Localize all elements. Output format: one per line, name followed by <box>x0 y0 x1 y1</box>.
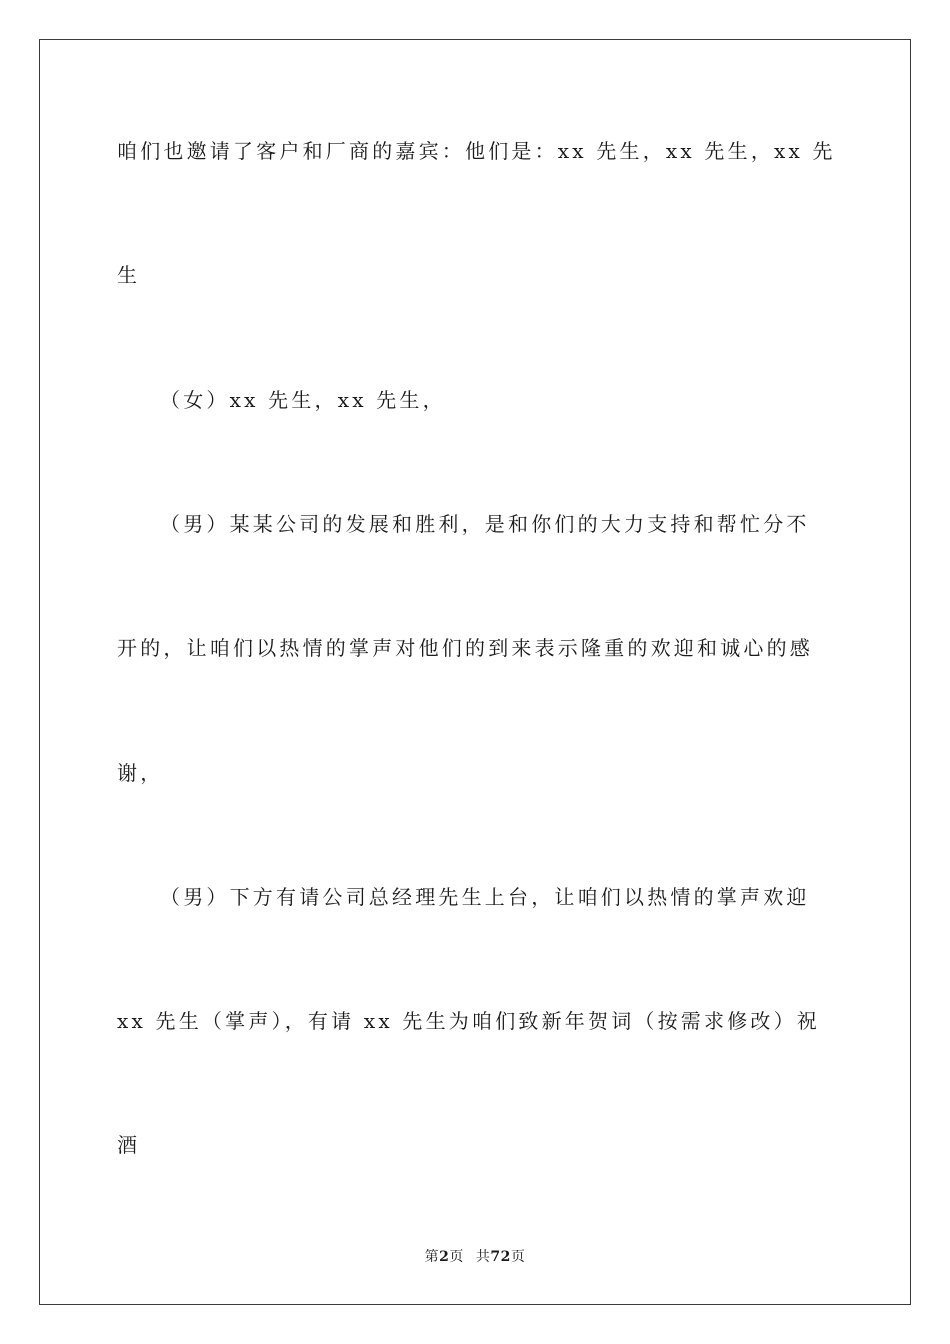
total-prefix: 共 <box>475 1249 491 1265</box>
body-line-7: （男）下方有请公司总经理先生上台，让咱们以热情的掌声欢迎 <box>160 885 810 909</box>
body-line-3: （女）xx 先生，xx 先生， <box>160 388 446 412</box>
page-suffix: 页 <box>449 1249 464 1265</box>
total-pages: 72 <box>490 1249 511 1265</box>
body-line-4: （男）某某公司的发展和胜利，是和你们的大力支持和帮忙分不 <box>160 512 810 536</box>
body-line-9: 酒 <box>117 1133 141 1157</box>
page-prefix: 第 <box>424 1249 440 1265</box>
body-line-8: xx 先生（掌声），有请 xx 先生为咱们致新年贺词（按需求修改）祝 <box>117 1009 820 1033</box>
body-line-2: 生 <box>117 263 141 287</box>
page-border <box>39 39 911 1305</box>
total-suffix: 页 <box>510 1249 526 1265</box>
page-number: 2 <box>439 1249 450 1265</box>
page-footer <box>0 1246 950 1266</box>
body-line-1: 咱们也邀请了客户和厂商的嘉宾：他们是：xx 先生，xx 先生，xx 先 <box>117 139 836 163</box>
body-line-5: 开的，让咱们以热情的掌声对他们的到来表示隆重的欢迎和诚心的感 <box>117 636 813 660</box>
body-line-6: 谢， <box>117 761 164 785</box>
